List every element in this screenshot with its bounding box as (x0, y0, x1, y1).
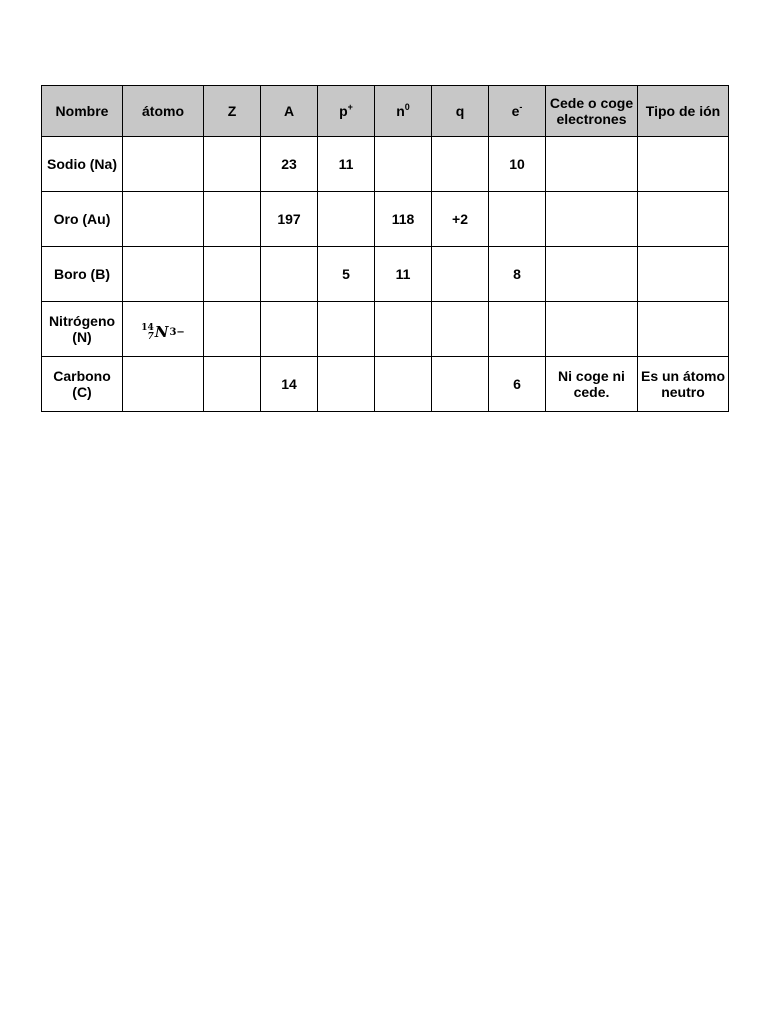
header-nombre: Nombre (42, 86, 123, 137)
cell-atomo (123, 137, 204, 192)
cell-cede-coge (546, 247, 638, 302)
cell-cede-coge (546, 137, 638, 192)
header-neutrons: $n^0$ (375, 86, 432, 137)
nitrogen-isotope-symbol (141, 324, 185, 342)
mass-number: 14 (141, 322, 154, 333)
cell-neutrons (375, 357, 432, 412)
cell-protons: 5 (318, 247, 375, 302)
cell-a (261, 247, 318, 302)
cell-nombre: Sodio (Na) (42, 137, 123, 192)
table-row-nitrogeno (42, 302, 729, 357)
cell-electrons: 8 (489, 247, 546, 302)
table-row-sodio (42, 137, 729, 192)
cell-atomo (123, 247, 204, 302)
cell-protons: 11 (318, 137, 375, 192)
cell-protons (318, 357, 375, 412)
cell-protons (318, 192, 375, 247)
cell-electrons (489, 192, 546, 247)
header-electrons: e- (489, 86, 546, 137)
cell-neutrons: 11 (375, 247, 432, 302)
header-z: Z (204, 86, 261, 137)
ion-charge: 3− (169, 326, 185, 338)
cell-nombre: Nitrógeno (N) (42, 302, 123, 357)
table-row-boro (42, 247, 729, 302)
cell-a (261, 302, 318, 357)
cell-electrons: 6 (489, 357, 546, 412)
header-atomo: átomo (123, 86, 204, 137)
isotope-numbers (141, 324, 154, 342)
header-a: A (261, 86, 318, 137)
cell-z (204, 192, 261, 247)
cell-cede-coge (546, 192, 638, 247)
table-row-oro (42, 192, 729, 247)
header-tipo-ion: Tipo de ión (638, 86, 729, 137)
cell-z (204, 137, 261, 192)
atom-table-container (41, 85, 729, 412)
cell-charge (432, 302, 489, 357)
cell-cede-coge (546, 302, 638, 357)
table-row-carbono (42, 357, 729, 412)
atomic-number: 7 (147, 331, 154, 342)
header-charge: q (432, 86, 489, 137)
element-symbol: N (154, 323, 169, 341)
cell-charge (432, 357, 489, 412)
cell-z (204, 247, 261, 302)
cell-atomo (123, 192, 204, 247)
cell-z (204, 357, 261, 412)
header-cede-coge: Cede o coge electrones (546, 86, 638, 137)
cell-atomo (123, 302, 204, 357)
cell-tipo-ion (638, 137, 729, 192)
cell-nombre: Carbono (C) (42, 357, 123, 412)
cell-z (204, 302, 261, 357)
cell-electrons (489, 302, 546, 357)
cell-nombre: Oro (Au) (42, 192, 123, 247)
cell-charge: +2 (432, 192, 489, 247)
cell-tipo-ion (638, 302, 729, 357)
cell-tipo-ion (638, 192, 729, 247)
cell-atomo (123, 357, 204, 412)
cell-a: 23 (261, 137, 318, 192)
cell-a: 14 (261, 357, 318, 412)
cell-charge (432, 247, 489, 302)
cell-electrons: 10 (489, 137, 546, 192)
cell-nombre: Boro (B) (42, 247, 123, 302)
cell-neutrons (375, 302, 432, 357)
cell-cede-coge: Ni coge ni cede. (546, 357, 638, 412)
cell-neutrons (375, 137, 432, 192)
cell-tipo-ion: Es un átomo neutro (638, 357, 729, 412)
cell-protons (318, 302, 375, 357)
header-protons: p+ (318, 86, 375, 137)
cell-neutrons: 118 (375, 192, 432, 247)
cell-tipo-ion (638, 247, 729, 302)
atom-table (41, 85, 729, 412)
header-row (42, 86, 729, 137)
cell-charge (432, 137, 489, 192)
cell-a: 197 (261, 192, 318, 247)
